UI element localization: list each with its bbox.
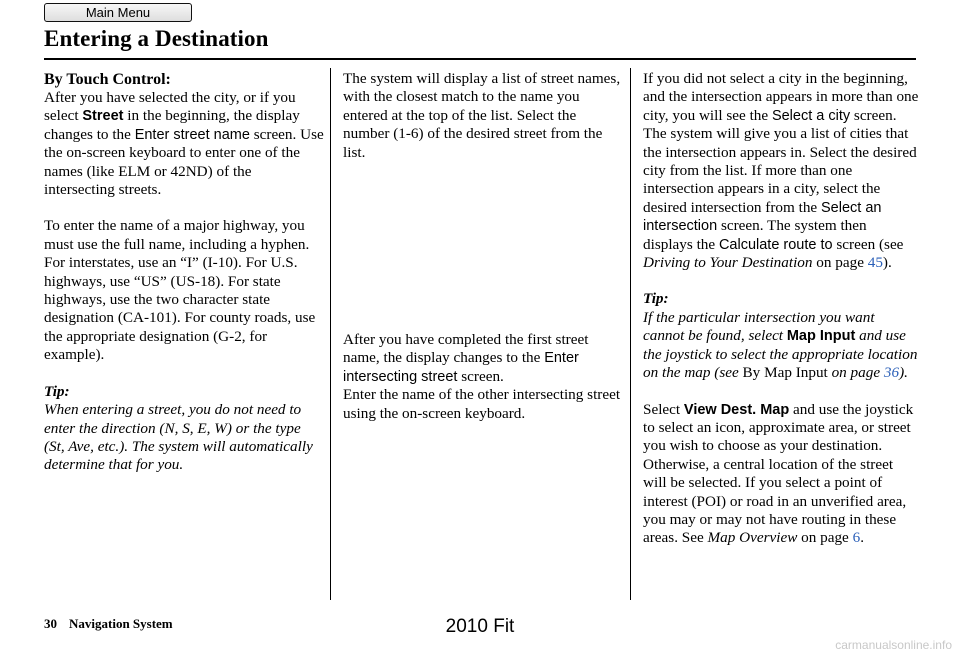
ui-term-enter-intersecting-street: Enter intersecting street	[343, 350, 579, 385]
column-1	[44, 70, 324, 493]
ui-term-view-dest-map: View Dest. Map	[683, 401, 790, 418]
main-menu-button[interactable]: Main Menu	[44, 3, 192, 22]
column-2	[343, 70, 623, 180]
col2-paragraph-3: Enter the name of the other intersecting street using the on-screen keyboard.	[343, 386, 621, 422]
tip-heading: Tip:	[44, 382, 70, 400]
ui-term-street: Street	[82, 108, 124, 125]
page-link-6[interactable]: 6	[852, 529, 861, 547]
reference-title: Driving to Your Destination	[643, 254, 813, 272]
page-link-36[interactable]: 36	[883, 364, 900, 382]
ui-term-select-an-intersection: Select an intersection	[643, 199, 882, 235]
site-watermark: carmanualsonline.info	[835, 638, 952, 652]
title-rule	[44, 58, 916, 60]
footer-section: Navigation System	[69, 616, 173, 631]
col1-paragraph-2: To enter the name of a major highway, you must use the full name, including a hyphen. For interstates, use an “I” (I-10). For U.S. highways, use “US” (US-18). For state highways, use the two character state designation (CA-101). For county roads, use the appropriate designation (G-2, for example).	[44, 217, 316, 364]
col2-paragraph-2: After you have completed the first street name, the display changes to the Enter intersecting street screen.	[343, 331, 589, 385]
ui-term-enter-street-name: Enter street name	[134, 126, 250, 143]
column-divider	[330, 68, 331, 600]
tip-text: If the particular intersection you want cannot be found, select Map Input and use the joystick to select the appropriate location on the map (see By Map Input on page 36).	[643, 308, 918, 382]
column-divider	[630, 68, 631, 600]
page-link-45[interactable]: 45	[867, 254, 883, 272]
col1-paragraph-1: After you have selected the city, or if you select Street in the beginning, the display changes to the Enter street name screen. Use the on-screen keyboard to enter one of the names (like ELM or 42ND) of the intersecting streets.	[44, 89, 324, 199]
ui-term-map-input: Map Input	[786, 328, 856, 345]
col3-paragraph-1: If you did not select a city in the beginning, and the intersection appears in more than one city, you will see the Select a city screen. The system will give you a list of cities that the intersection appears in. Select the desired city from the list. If more than one intersection appears in a city, select the desired intersection from the Select an intersection screen. The system then displays the Calculate route to screen (see Driving to Your Destination on page 45).	[643, 70, 919, 272]
model-watermark: 2010 Fit	[445, 616, 515, 637]
ui-term-calculate-route-to: Calculate route to	[718, 236, 833, 253]
column-2-lower	[343, 331, 625, 423]
section-heading: By Touch Control:	[44, 71, 171, 88]
reference-title: By Map Input	[742, 364, 828, 382]
tip-text: When entering a street, you do not need to enter the direction (N, S, E, W) or the type (St, Ave, etc.). The system will automatically determine that for you.	[44, 401, 313, 474]
page-number: 30	[44, 616, 57, 631]
reference-title: Map Overview	[707, 529, 798, 547]
col3-paragraph-2: Select View Dest. Map and use the joystick to select an icon, approximate area, or street you wish to choose as your destination. Otherwise, a central location of the street will be selected. If you select a point of interest (POI) or road in an unverified area, you may or may not have routing in these areas. See Map Overview on page 6.	[643, 400, 914, 547]
page-title: Entering a Destination	[44, 26, 269, 51]
col2-paragraph-1: The system will display a list of street names, with the closest match to the name you entered at the top of the list. Select the number (1-6) of the desired street from the list.	[343, 70, 621, 161]
tip-heading: Tip:	[643, 290, 669, 308]
column-3	[643, 70, 919, 566]
ui-term-select-a-city: Select a city	[771, 107, 851, 124]
